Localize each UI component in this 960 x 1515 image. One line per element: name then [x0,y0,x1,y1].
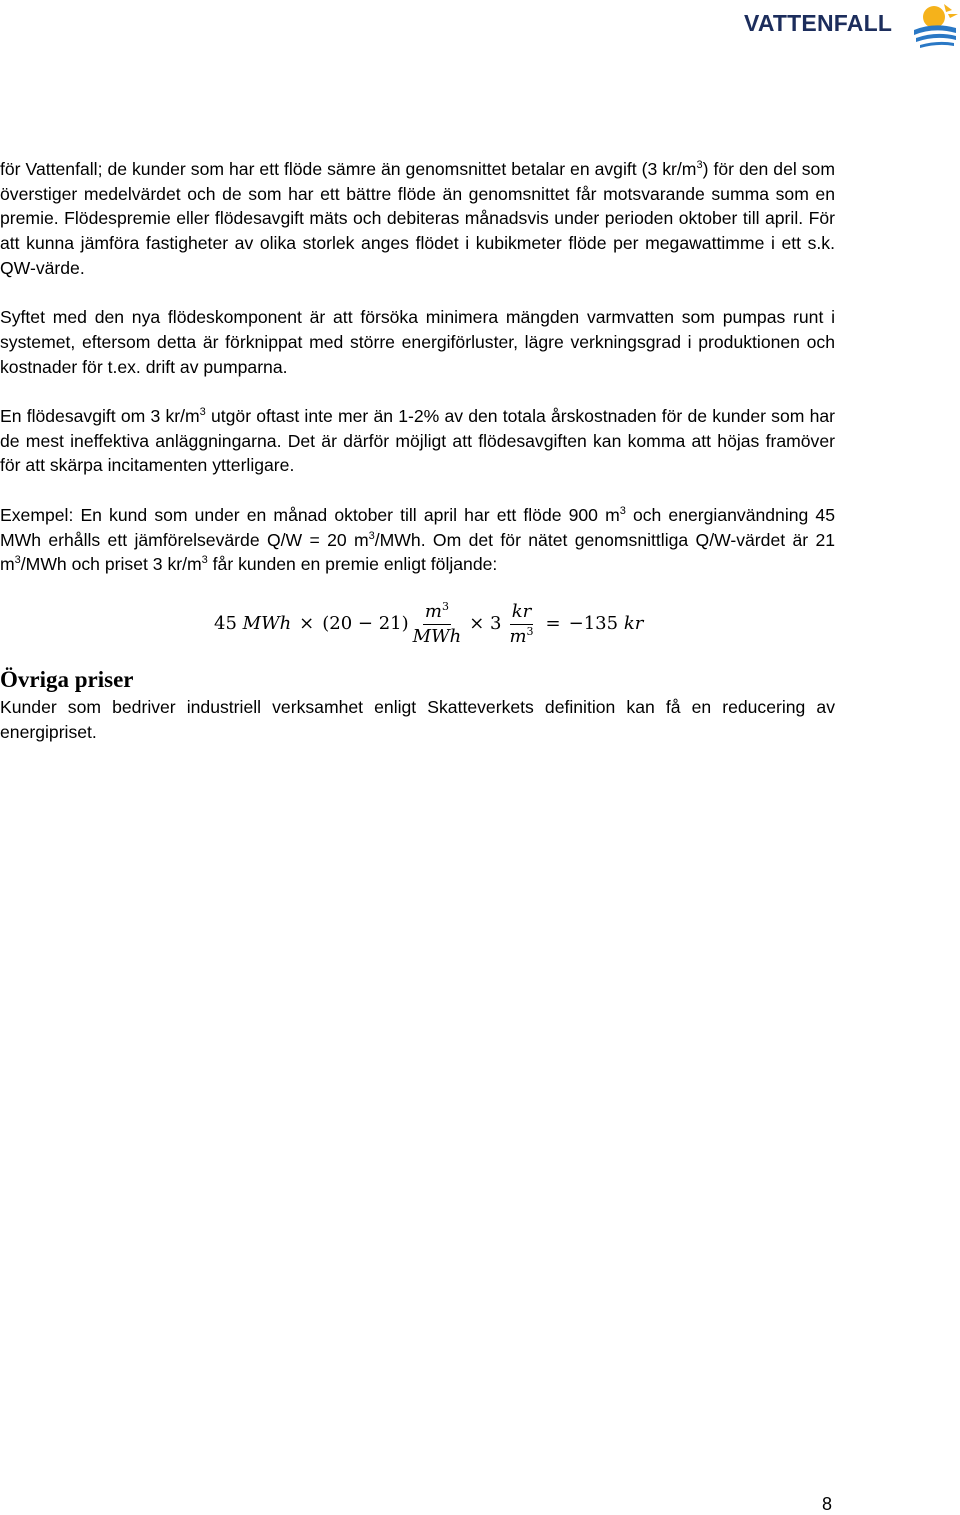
paragraph-fee-share: En flödesavgift om 3 $kr/m^3$ utgör oftast inte mer än 1-2% av den totala årskostnaden för de kunder som har de mest ineffektiva anläggningarna. Det är därför möjligt att flödesavgiften kan komma att höjas framöver för att skärpa incitamenten ytterligare. [0,406,836,476]
vattenfall-logo-icon [908,0,960,52]
section-heading: Övriga priser [0,666,134,692]
document-body [0,157,835,769]
paragraph-other-prices: Kunder som bedriver industriell verksamhet enligt Skatteverkets definition kan få en reducering av energipriset. [0,696,835,742]
page-number: 8 [822,1494,833,1514]
fraction-kr-per-m3: $\frac{kr}{m^3}$ [509,600,534,647]
paragraph-example: Exempel: En kund som under en månad oktober till april har ett flöde 900 $m^3$ och energianvändning 45 MWh erhålls ett jämförelsevärde Q/W = 20 $m^3$/MWh. Om det för nätet genomsnittliga Q/W-värdet är 21 $m^3$/MWh och priset 3 $kr/m^3$ får kunden en premie enligt följande: [0,504,836,575]
paragraph-flow-fee: för Vattenfall; de kunder som har ett flöde sämre än genomsnittet betalar en avgift (3 $kr/m^3$) för den del som överstiger medelvärdet och de som har ett bättre flöde än genomsnittet får motsvarande summa som en premie. Flödespremie eller flödesavgift mäts och debiteras månadsvis under perioden oktober till april. För att kunna jämföra fastigheter av olika storlek anges flödet i kubikmeter flöde per megawattimme i ett s.k. QW-värde. [0,159,836,278]
premium-formula: 45 MWh × (20 − 21) $\frac{m^3}{\text{MWh}}$ × 3 $\frac{kr}{m^3}$ = −135 kr [214,599,644,647]
logo-text: VATTENFALL [744,10,893,36]
fraction-m3-per-mwh: $\frac{m^3}{\text{MWh}}$ [412,599,462,647]
paragraph-purpose: Syftet med den nya flödeskomponent är att försöka minimera mängden varmvatten som pumpas runt i systemet, eftersom detta är förknippat med större energiförluster, lägre verkningsgrad i produktionen och kostnader för t.ex. drift av pumparna. [0,307,835,377]
vattenfall-logo [740,0,960,52]
